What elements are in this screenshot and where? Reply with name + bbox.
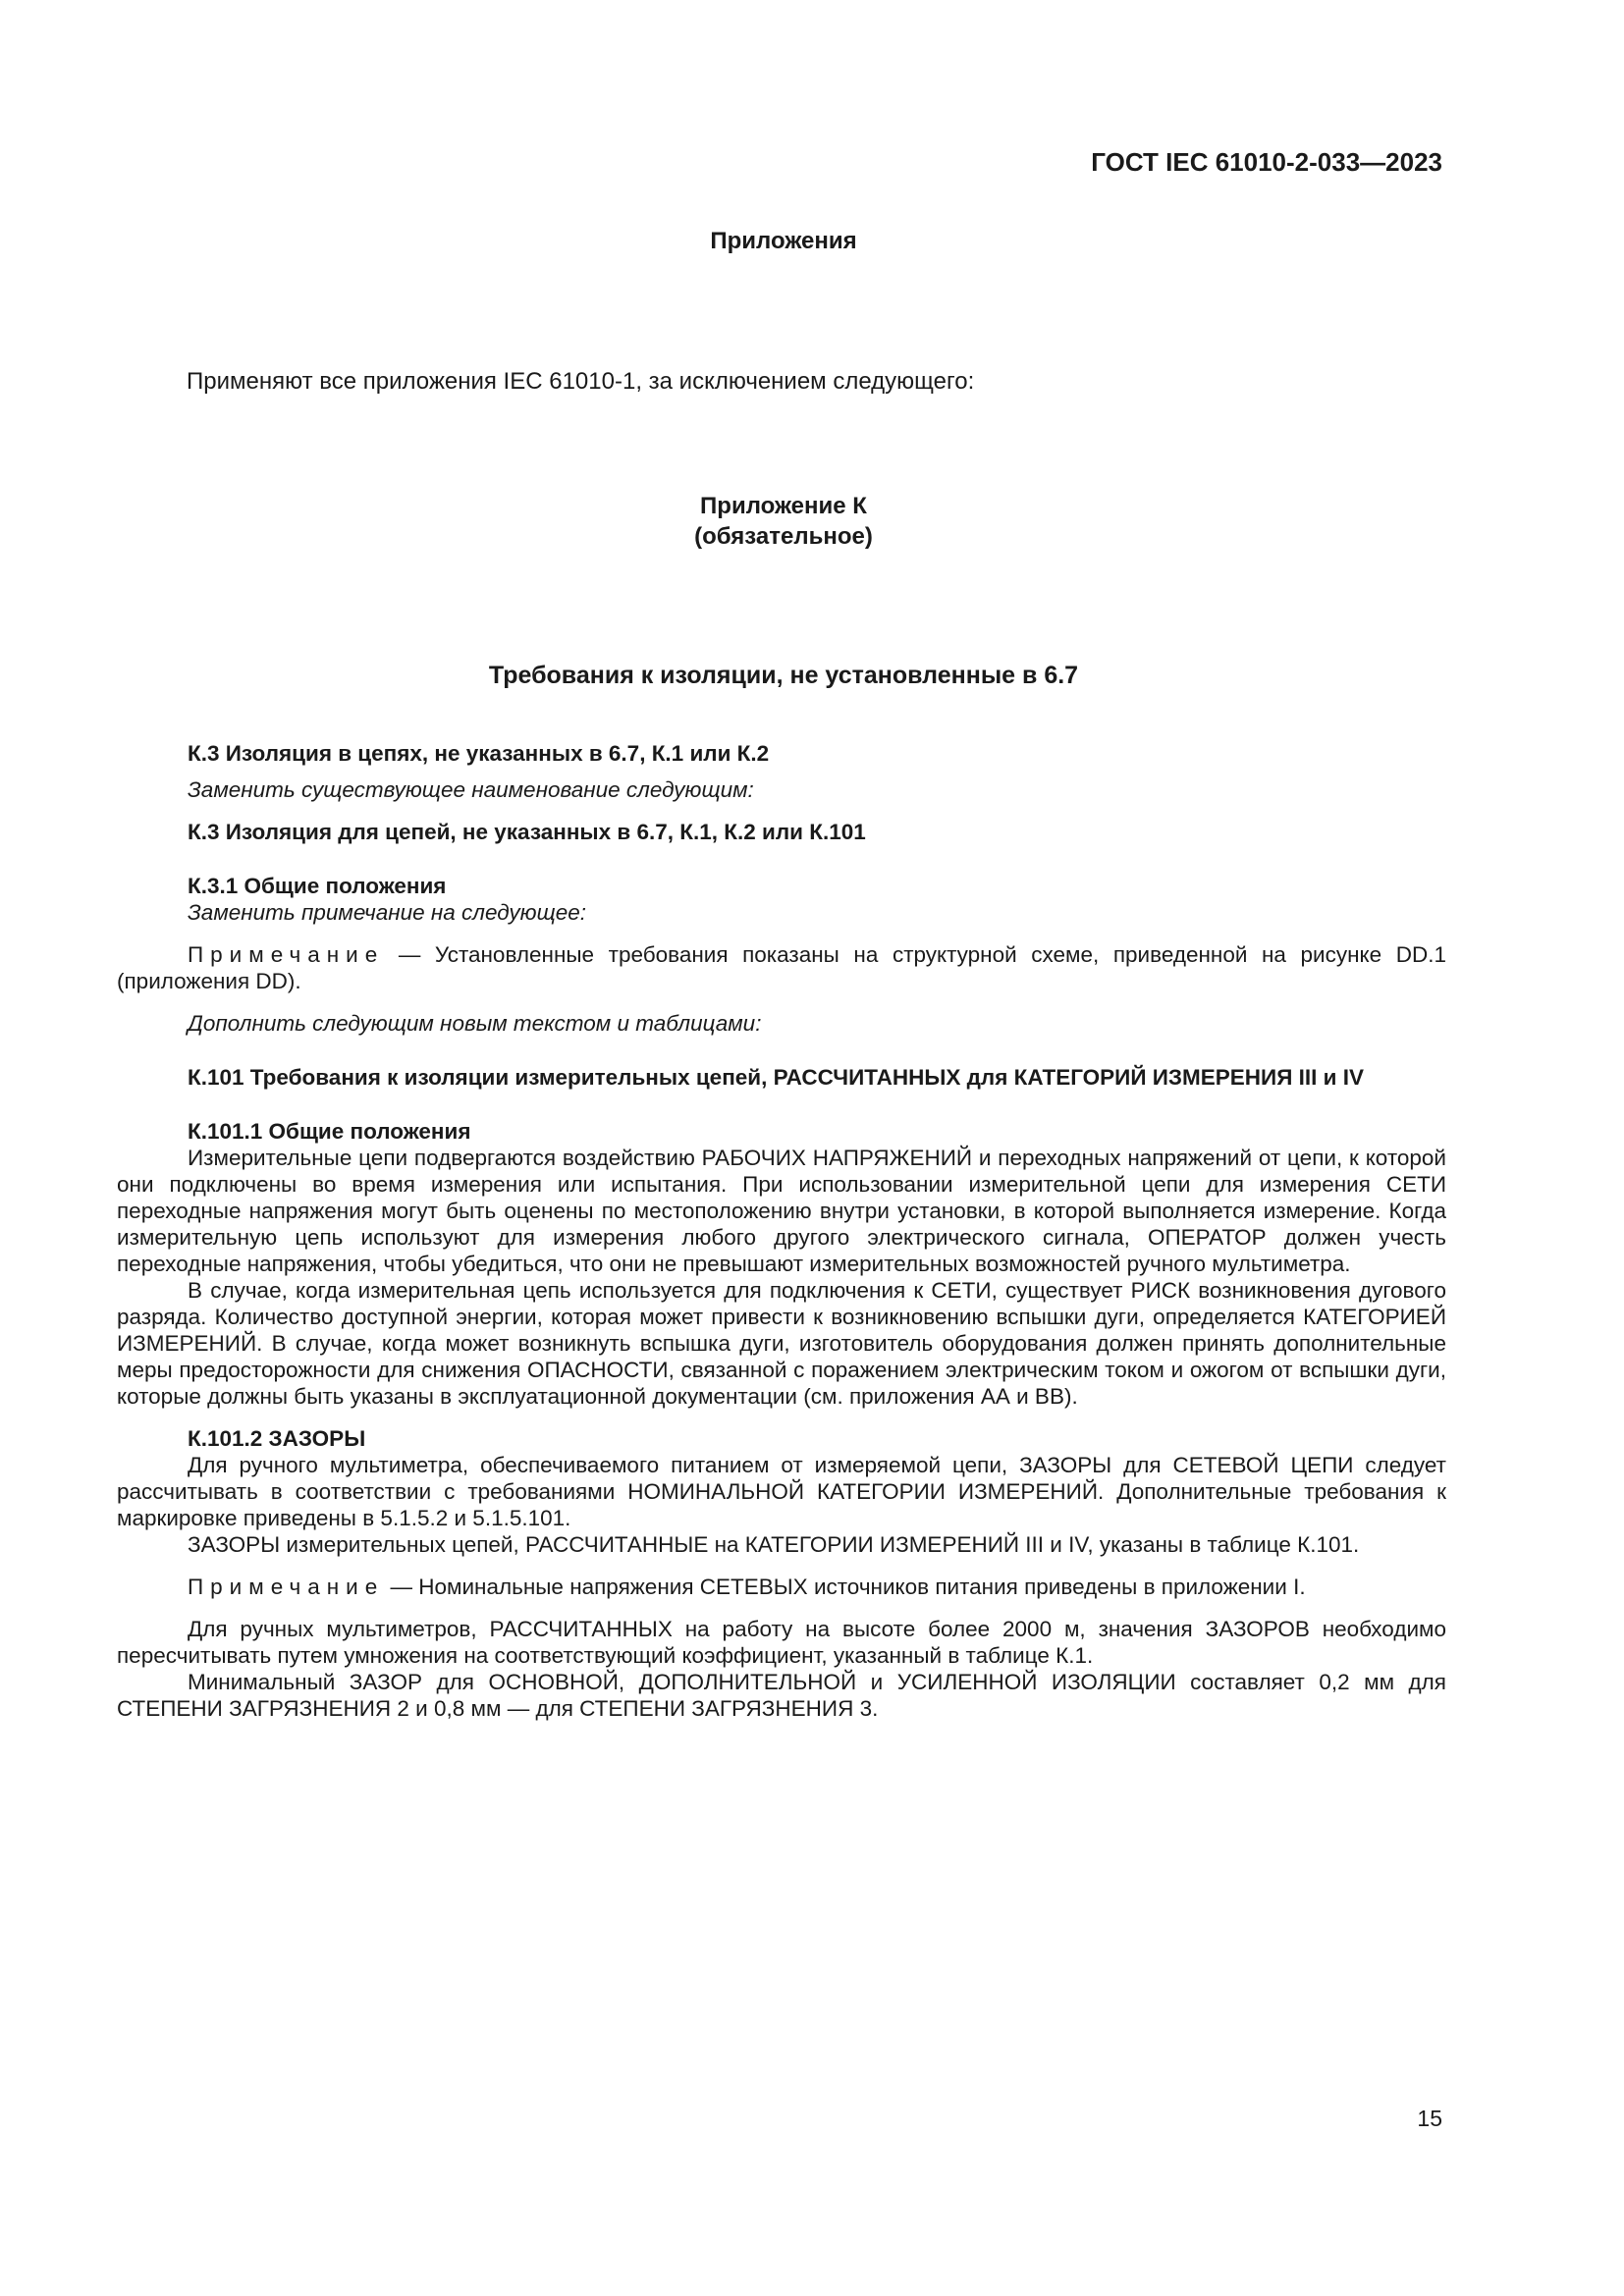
k3-instruction: Заменить существующее наименование следующим: (188, 777, 754, 802)
annex-title-block (0, 491, 1567, 552)
requirements-title: Требования к изоляции, не установленные в 6.7 (488, 662, 1079, 689)
k1012-heading: К.101.2 ЗАЗОРЫ (188, 1426, 366, 1451)
page-number: 15 (1417, 2106, 1442, 2131)
document-body (117, 740, 1446, 1722)
k1012-paragraph-2: ЗАЗОРЫ измерительных цепей, РАССЧИТАННЫЕ на КАТЕГОРИИ ИЗМЕРЕНИЙ III и IV, указаны в таблице К.101. (188, 1532, 1360, 1557)
k1011-heading: К.101.1 Общие положения (188, 1119, 471, 1144)
k31-add-instruction: Дополнить следующим новым текстом и таблицами: (188, 1011, 762, 1036)
k1011-paragraph-1: Измерительные цепи подвергаются воздействию РАБОЧИХ НАПРЯЖЕНИЙ и переходных напряжений от цепи, к которой они подключены во время измерения или испытания. При использовании измерительной цепи для измерения СЕТИ переходные напряжения могут быть оценены по местоположению внутри установки, в которой выполняется измерение. Когда измерительную цепь используют для измерения любого другого электрического сигнала, ОПЕРАТОР должен учесть переходные напряжения, чтобы убедиться, что они не превышают измерительных возможностей ручного мультиметра. (117, 1146, 1446, 1276)
k1012-paragraph-3: Для ручных мультиметров, РАССЧИТАННЫХ на работу на высоте более 2000 м, значения ЗАЗОРОВ необходимо пересчитывать путем умножения на соответствующий коэффициент, указанный в таблице К.1. (117, 1617, 1446, 1668)
document-code: ГОСТ IEC 61010-2-033—2023 (1091, 147, 1442, 177)
note-label: Примечание (188, 1575, 385, 1599)
k3-heading: К.3 Изоляция в цепях, не указанных в 6.7, К.1 или К.2 (188, 741, 770, 766)
k31-heading: К.3.1 Общие положения (188, 874, 447, 898)
k101-heading: К.101 Требования к изоляции измерительных цепей, РАССЧИТАННЫХ для КАТЕГОРИЙ ИЗМЕРЕНИЯ III и IV (188, 1065, 1364, 1090)
intro-paragraph: Применяют все приложения IEC 61010-1, за исключением следующего: (187, 368, 975, 395)
k1012-paragraph-1: Для ручного мультиметра, обеспечиваемого питанием от измеряемой цепи, ЗАЗОРЫ для СЕТЕВОЙ ЦЕПИ следует рассчитывать в соответствии с требованиями НОМИНАЛЬНОЙ КАТЕГОРИИ ИЗМЕРЕНИЙ. Дополнительные требования к маркировке приведены в 5.1.5.2 и 5.1.5.101. (117, 1453, 1446, 1530)
k31-instruction: Заменить примечание на следующее: (188, 900, 587, 925)
k31-note (117, 941, 1446, 994)
k1011-paragraph-2: В случае, когда измерительная цепь используется для подключения к СЕТИ, существует РИСК возникновения дугового разряда. Количество доступной энергии, которая может привести к возникновению вспышки дуги, определяется КАТЕГОРИЕЙ ИЗМЕРЕНИЙ. В случае, когда может возникнуть вспышка дуги, изготовитель оборудования должен принять дополнительные меры предосторожности для снижения ОПАСНОСТИ, связанной с поражением электрическим током и ожогом от вспышки дуги, которые должны быть указаны в эксплуатационной документации (см. приложения АА и ВВ). (117, 1278, 1446, 1409)
annex-title: Приложение К (700, 493, 867, 519)
k1012-note (117, 1574, 1446, 1600)
annexes-heading: Приложения (710, 228, 857, 254)
annex-status: (обязательное) (694, 523, 873, 550)
note-text: — Номинальные напряжения СЕТЕВЫХ источников питания приведены в приложении I. (384, 1575, 1306, 1599)
note-label: Примечание (188, 942, 385, 967)
k1012-paragraph-4: Минимальный ЗАЗОР для ОСНОВНОЙ, ДОПОЛНИТЕЛЬНОЙ и УСИЛЕННОЙ ИЗОЛЯЦИИ составляет 0,2 мм для СТЕПЕНИ ЗАГРЯЗНЕНИЯ 2 и 0,8 мм — для СТЕПЕНИ ЗАГРЯЗНЕНИЯ 3. (117, 1670, 1446, 1721)
note-text: — Установленные требования показаны на структурной схеме, приведенной на рисунке DD.1 (приложения DD). (117, 942, 1446, 993)
k3-new-heading: К.3 Изоляция для цепей, не указанных в 6.7, К.1, К.2 или К.101 (188, 820, 866, 844)
